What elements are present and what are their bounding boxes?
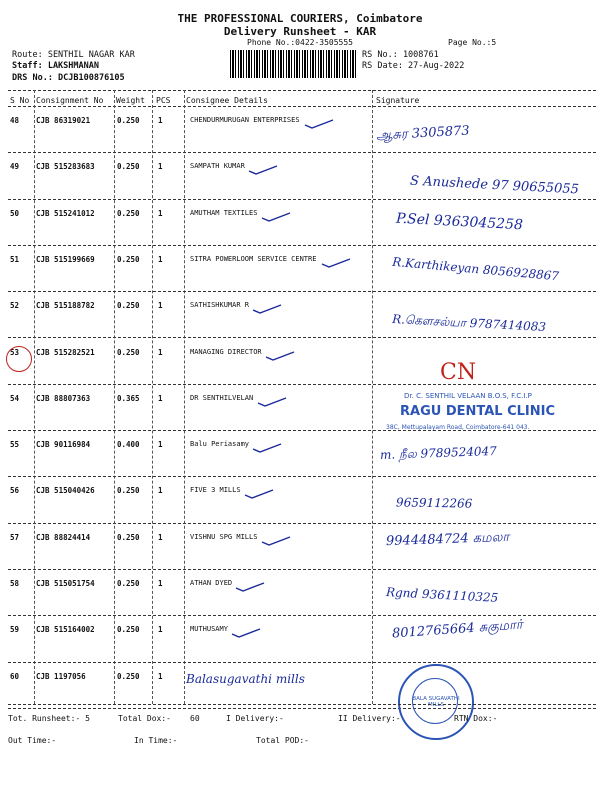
- sno-cell: 53: [10, 347, 20, 357]
- checkmark-icon: [257, 392, 287, 402]
- drs-number: DRS No.: DCJB100876105: [12, 73, 125, 83]
- table-head-rule: [8, 106, 596, 107]
- sno-cell: 48: [10, 116, 20, 125]
- row-rule: [8, 662, 596, 663]
- col-header-signature: Signature: [376, 96, 420, 105]
- consignment-cell: CJB 515051754: [36, 579, 95, 588]
- row-rule: [8, 615, 596, 616]
- company-name: THE PROFESSIONAL COURIERS, Coimbatore: [177, 12, 423, 25]
- rs-date: RS Date: 27-Aug-2022: [362, 61, 465, 71]
- consignment-cell: CJB 90116984: [36, 440, 91, 450]
- signature-58: Rgnd 9361110325: [385, 585, 499, 605]
- checkmark-icon: [235, 577, 265, 587]
- sno-cell: 51: [10, 254, 20, 264]
- row-rule: [8, 199, 596, 200]
- weight-cell: 0.250: [117, 116, 140, 125]
- signature-51: R.Karthikeyan 8056928867: [391, 254, 560, 284]
- sno-cell: 54: [10, 393, 20, 403]
- col-header-pcs: PCS: [156, 96, 171, 105]
- signature-52: R.கௌசல்யா 9787414083: [391, 311, 547, 335]
- round-stamp-text: BALA SUGAVATHI MILLS: [412, 696, 460, 708]
- consignee-cell: VISHNU SPG MILLS: [190, 532, 258, 541]
- weight-cell: 0.250: [117, 208, 140, 218]
- pcs-cell: 1: [158, 254, 163, 264]
- sno-cell: 57: [10, 532, 20, 542]
- clinic-stamp: [380, 392, 580, 446]
- barcode: [230, 50, 356, 78]
- clinic-stamp-line3: 38C, Mettupalayam Road, Coimbatore-641 043.: [386, 424, 530, 431]
- weight-cell: 0.365: [117, 393, 140, 403]
- checkmark-icon: [248, 160, 278, 170]
- weight-cell: 0.250: [117, 579, 140, 588]
- row-rule: [8, 708, 596, 709]
- checkmark-icon: [231, 623, 261, 633]
- i-delivery: I Delivery:-: [226, 714, 284, 723]
- weight-cell: 0.250: [117, 254, 140, 264]
- consignment-cell: CJB 86319021: [36, 116, 91, 125]
- consignee-cell: ATHAN DYED: [190, 579, 233, 587]
- consignment-cell: CJB 515188782: [36, 301, 95, 311]
- table-row: [0, 575, 600, 621]
- clinic-stamp-line2: RAGU DENTAL CLINIC: [400, 404, 556, 419]
- col-header-sno: S No: [10, 96, 30, 105]
- sno-cell: 49: [10, 162, 20, 172]
- pcs-cell: 1: [158, 532, 163, 542]
- consignee-cell: SAMPATH KUMAR: [190, 162, 245, 171]
- table-row: [0, 112, 600, 158]
- checkmark-icon: [321, 253, 351, 263]
- page-number: Page No.:5: [448, 38, 497, 47]
- row-rule: [8, 569, 596, 570]
- consignee-cell: SITRA POWERLOOM SERVICE CENTRE: [190, 254, 317, 263]
- sno-cell: 52: [10, 301, 20, 311]
- sno-cell: 59: [10, 625, 20, 635]
- checkmark-icon: [252, 299, 282, 309]
- consignment-cell: CJB 515199669: [36, 254, 95, 264]
- ii-delivery: II Delivery:-: [338, 714, 401, 723]
- consignment-cell: CJB 1197056: [36, 671, 86, 681]
- checkmark-icon: [261, 531, 291, 541]
- table-row: [0, 344, 600, 390]
- mill-round-stamp: [398, 664, 474, 740]
- weight-cell: 0.250: [117, 347, 140, 357]
- total-pod: Total POD:-: [256, 736, 309, 745]
- checkmark-icon: [252, 438, 282, 448]
- pcs-cell: 1: [158, 393, 163, 403]
- footer-top-rule: [8, 704, 596, 705]
- table-row: [0, 482, 600, 528]
- consignment-cell: CJB 515282521: [36, 347, 95, 357]
- phone-number: Phone No.:0422-3505555: [247, 38, 353, 47]
- checkmark-icon: [244, 484, 274, 494]
- row-rule: [8, 384, 596, 385]
- signature-50: P.Sel 9363045258: [395, 210, 524, 234]
- signature-57: 9944484724 கமலா: [385, 529, 510, 550]
- signature-60: Balasugavathi mills: [186, 672, 305, 686]
- consignee-cell: DR SENTHILVELAN: [190, 393, 254, 402]
- row-rule: [8, 476, 596, 477]
- sno-cell: 60: [10, 671, 20, 681]
- consignee-cell: FIVE 3 MILLS: [190, 486, 241, 495]
- total-dox-value: 60: [190, 714, 200, 723]
- consignment-cell: CJB 515164002: [36, 625, 95, 635]
- rs-number: RS No.: 1008761: [362, 50, 439, 60]
- total-dox-label: Total Dox:-: [118, 714, 171, 723]
- consignee-cell: MANAGING DIRECTOR: [190, 347, 262, 356]
- signature-59: 8012765664 சுகுமார்: [391, 617, 524, 642]
- sno-cell: 56: [10, 486, 20, 496]
- weight-cell: 0.250: [117, 625, 140, 635]
- pcs-cell: 1: [158, 162, 163, 172]
- pcs-cell: 1: [158, 208, 163, 218]
- checkmark-icon: [304, 114, 334, 124]
- consignee-cell: SATHISHKUMAR R: [190, 301, 250, 310]
- consignee-cell: AMUTHAM TEXTILES: [190, 208, 258, 217]
- consignment-cell: CJB 88824414: [36, 532, 91, 542]
- col-header-consignment: Consignment No: [36, 96, 104, 105]
- consignment-cell: CJB 515040426: [36, 486, 95, 496]
- table-row: [0, 529, 600, 575]
- clinic-stamp-line1: Dr. C. SENTHIL VELAAN B.O.S, F.C.I.P: [404, 392, 532, 400]
- consignee-cell: CHENDURMURUGAN ENTERPRISES: [190, 116, 300, 124]
- staff: Staff: LAKSHMANAN: [12, 61, 99, 71]
- sno-cell: 50: [10, 208, 20, 218]
- rtn-dox: RTN Dox:-: [454, 714, 498, 723]
- weight-cell: 0.250: [117, 671, 140, 681]
- runsheet-title: Delivery Runsheet - KAR: [223, 25, 377, 38]
- weight-cell: 0.250: [117, 486, 140, 496]
- signature-55: m. நீல 9789524047: [379, 443, 498, 463]
- pcs-cell: 1: [158, 671, 163, 681]
- consignee-cell: Balu Periasamy: [190, 440, 250, 449]
- pcs-cell: 1: [158, 579, 163, 588]
- signature-48: ஆசுர 3305873: [375, 123, 470, 144]
- consignment-cell: CJB 515241012: [36, 208, 95, 218]
- consignee-cell: MUTHUSAMY: [190, 625, 228, 634]
- row-rule: [8, 523, 596, 524]
- col-header-consignee: Consignee Details: [186, 96, 268, 105]
- weight-cell: 0.250: [117, 532, 140, 542]
- sno-cell: 55: [10, 440, 20, 450]
- weight-cell: 0.250: [117, 301, 140, 311]
- signature-53: CN: [440, 360, 477, 385]
- out-time: Out Time:-: [8, 736, 57, 745]
- row-rule: [8, 291, 596, 292]
- sno-cell: 58: [10, 579, 20, 588]
- pcs-cell: 1: [158, 347, 163, 357]
- pcs-cell: 1: [158, 116, 163, 125]
- row-53-circle-mark: [6, 346, 32, 372]
- pcs-cell: 1: [158, 486, 163, 496]
- row-rule: [8, 152, 596, 153]
- route: Route: SENTHIL NAGAR KAR: [12, 50, 135, 60]
- table-top-rule: [8, 90, 596, 91]
- weight-cell: 0.250: [117, 162, 140, 172]
- checkmark-icon: [261, 207, 291, 217]
- signature-49: S Anushede 97 90655055: [409, 173, 580, 198]
- pcs-cell: 1: [158, 625, 163, 635]
- consignment-cell: CJB 515283683: [36, 162, 95, 172]
- weight-cell: 0.400: [117, 440, 140, 450]
- tot-runsheet: Tot. Runsheet:- 5: [8, 714, 90, 723]
- col-header-weight: Weight: [116, 96, 145, 105]
- row-rule: [8, 245, 596, 246]
- pcs-cell: 1: [158, 301, 163, 311]
- consignment-cell: CJB 88807363: [36, 393, 91, 403]
- checkmark-icon: [265, 346, 295, 356]
- in-time: In Time:-: [134, 736, 178, 745]
- pcs-cell: 1: [158, 440, 163, 450]
- row-rule: [8, 337, 596, 338]
- signature-56: 9659112266: [395, 495, 473, 511]
